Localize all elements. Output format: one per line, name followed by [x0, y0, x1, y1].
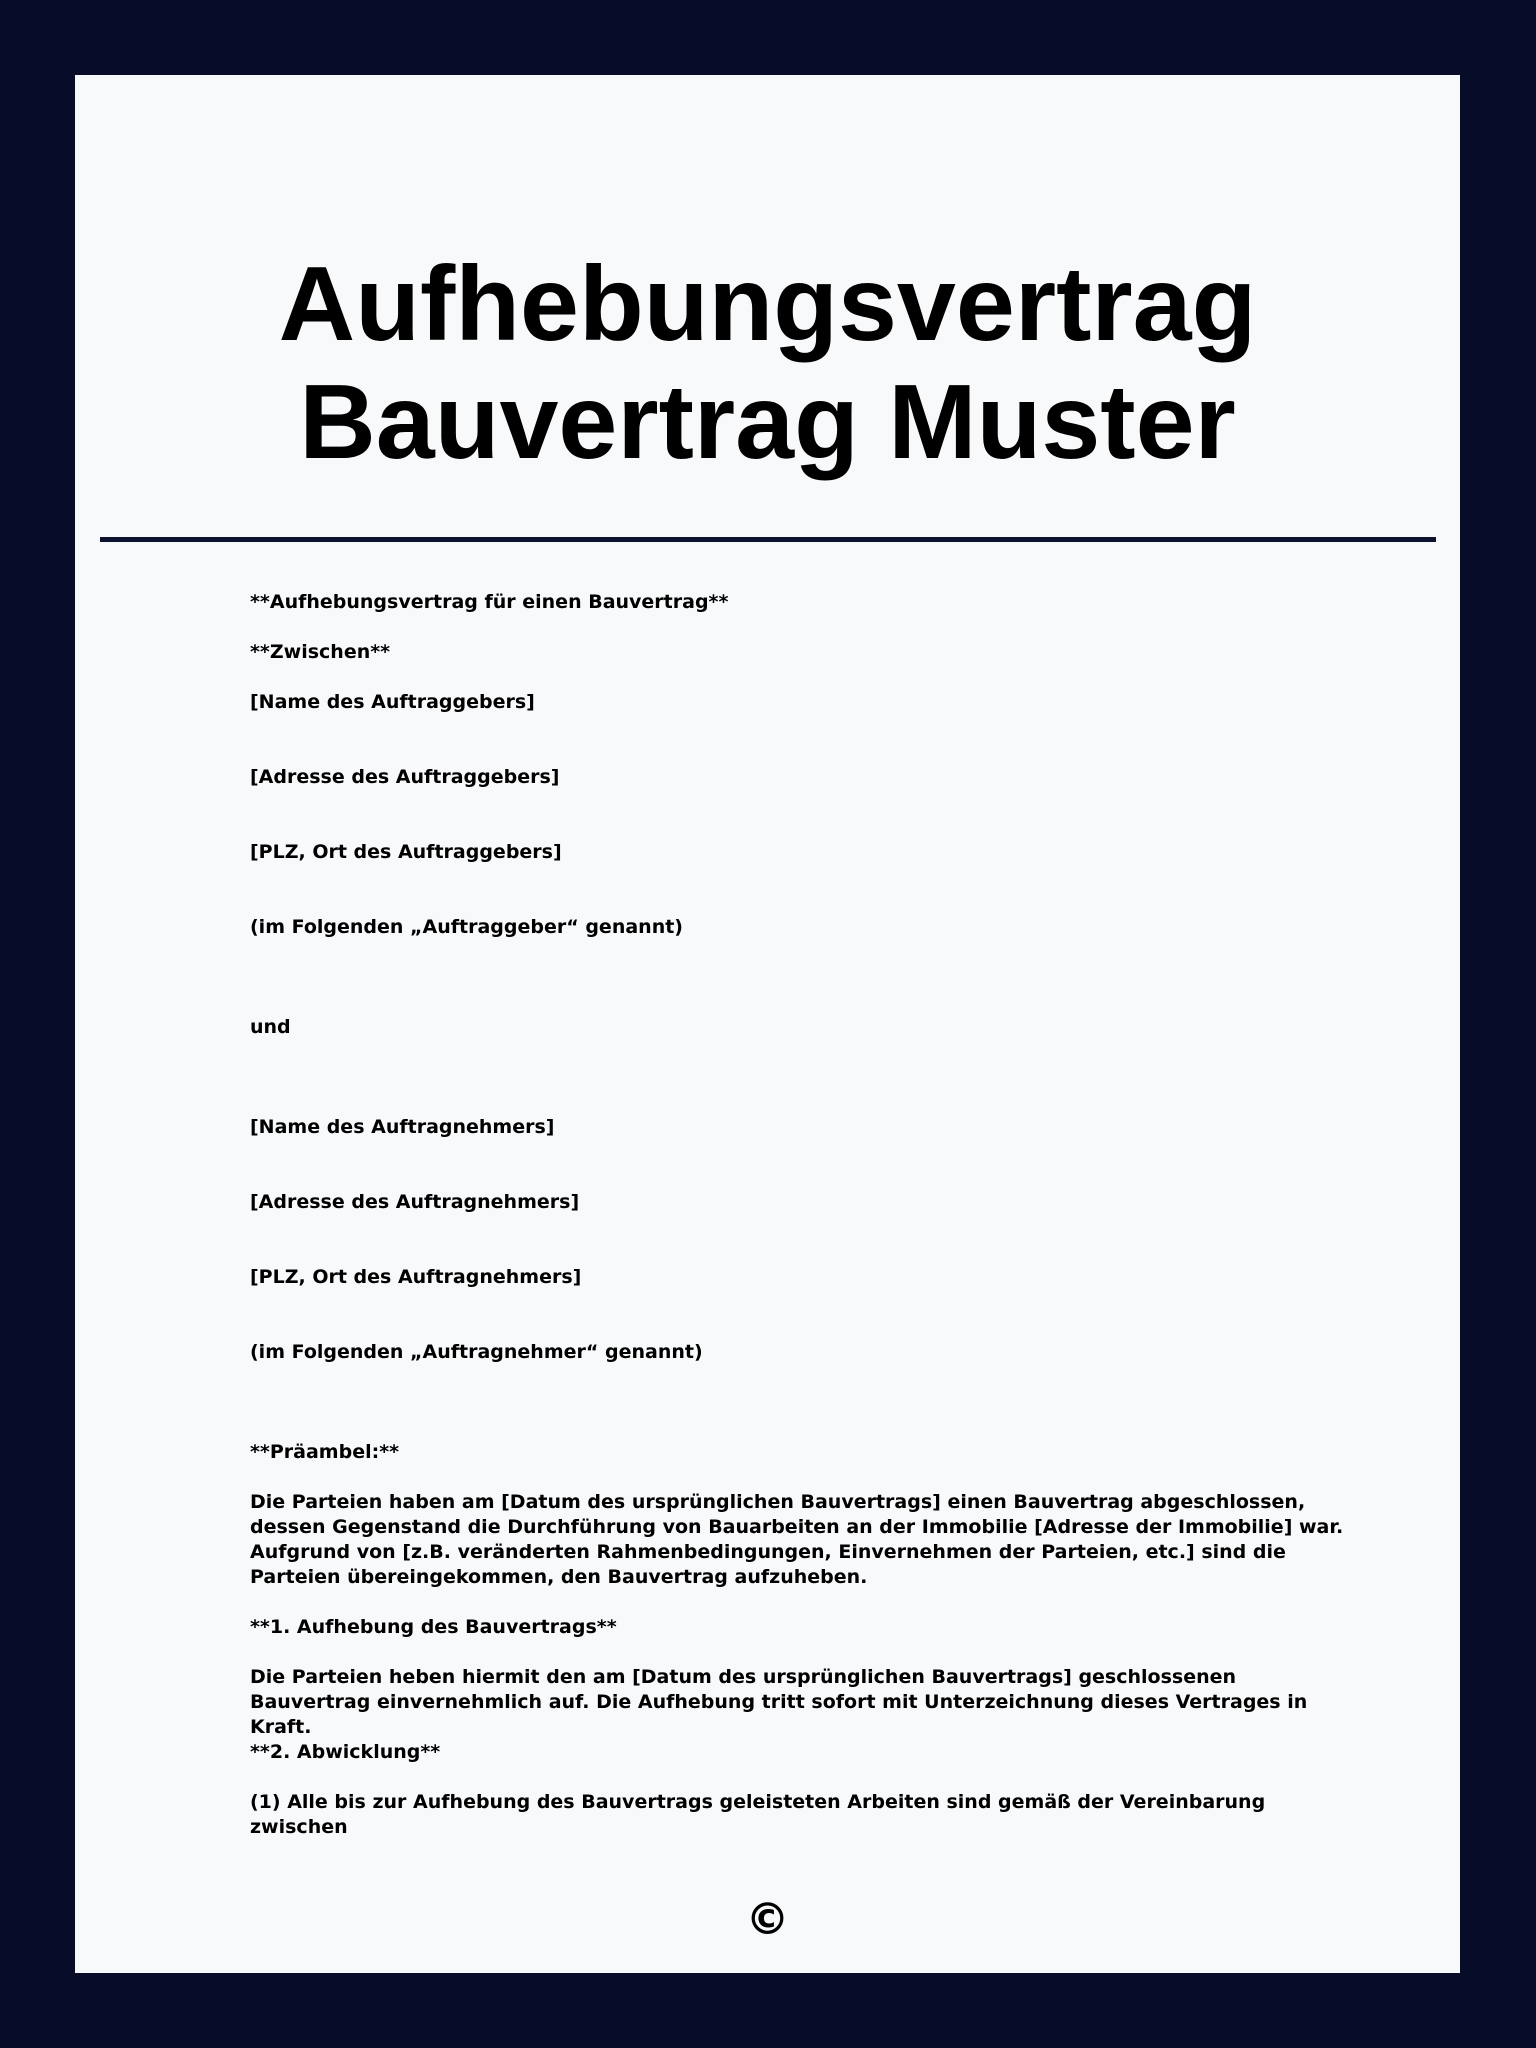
document-title	[75, 245, 1460, 481]
contractor-name: [Name des Auftragnehmers]	[250, 1116, 555, 1138]
section-1-heading: **1. Aufhebung des Bauvertrags**	[250, 1616, 617, 1638]
section-2-text: (1) Alle bis zur Aufhebung des Bauvertrags geleisteten Arbeiten sind gemäß der Vereinbarung zwischen	[250, 1791, 1266, 1838]
contractor-city: [PLZ, Ort des Auftragnehmers]	[250, 1266, 582, 1288]
and-text: und	[250, 1016, 291, 1038]
contractor-designation: (im Folgenden „Auftragnehmer“ genannt)	[250, 1341, 703, 1363]
title-line-1: Aufhebungsvertrag	[278, 245, 1257, 363]
client-city: [PLZ, Ort des Auftraggebers]	[250, 841, 562, 863]
title-divider	[100, 537, 1436, 542]
preamble-heading: **Präambel:**	[250, 1441, 400, 1463]
contract-heading: **Aufhebungsvertrag für einen Bauvertrag**	[250, 591, 729, 613]
copyright-icon: ©	[745, 1894, 790, 1945]
client-address: [Adresse des Auftraggebers]	[250, 766, 560, 788]
client-designation: (im Folgenden „Auftraggeber“ genannt)	[250, 916, 683, 938]
contractor-address: [Adresse des Auftragnehmers]	[250, 1191, 580, 1213]
title-line-2: Bauvertrag Muster	[299, 363, 1236, 481]
client-name: [Name des Auftraggebers]	[250, 691, 535, 713]
document-page	[75, 75, 1460, 1973]
preamble-text: Die Parteien haben am [Datum des ursprünglichen Bauvertrags] einen Bauvertrag abgeschlossen, dessen Gegenstand die Durchführung von Bauarbeiten an der Immobilie [Adresse der Immobilie] war. Aufgrund von [z.B. veränderten Rahmenbedingungen, Einvernehmen der Parteien, etc.] sind die Parteien übereingekommen, den Bauvertrag aufzuheben.	[250, 1491, 1344, 1588]
section-1-text: Die Parteien heben hiermit den am [Datum des ursprünglichen Bauvertrags] geschlossenen Bauvertrag einvernehmlich auf. Die Aufhebung tritt sofort mit Unterzeichnung dieses Vertrages in Kraft.	[250, 1666, 1308, 1738]
between-heading: **Zwischen**	[250, 641, 391, 663]
section-2-heading: **2. Abwicklung**	[250, 1741, 441, 1763]
